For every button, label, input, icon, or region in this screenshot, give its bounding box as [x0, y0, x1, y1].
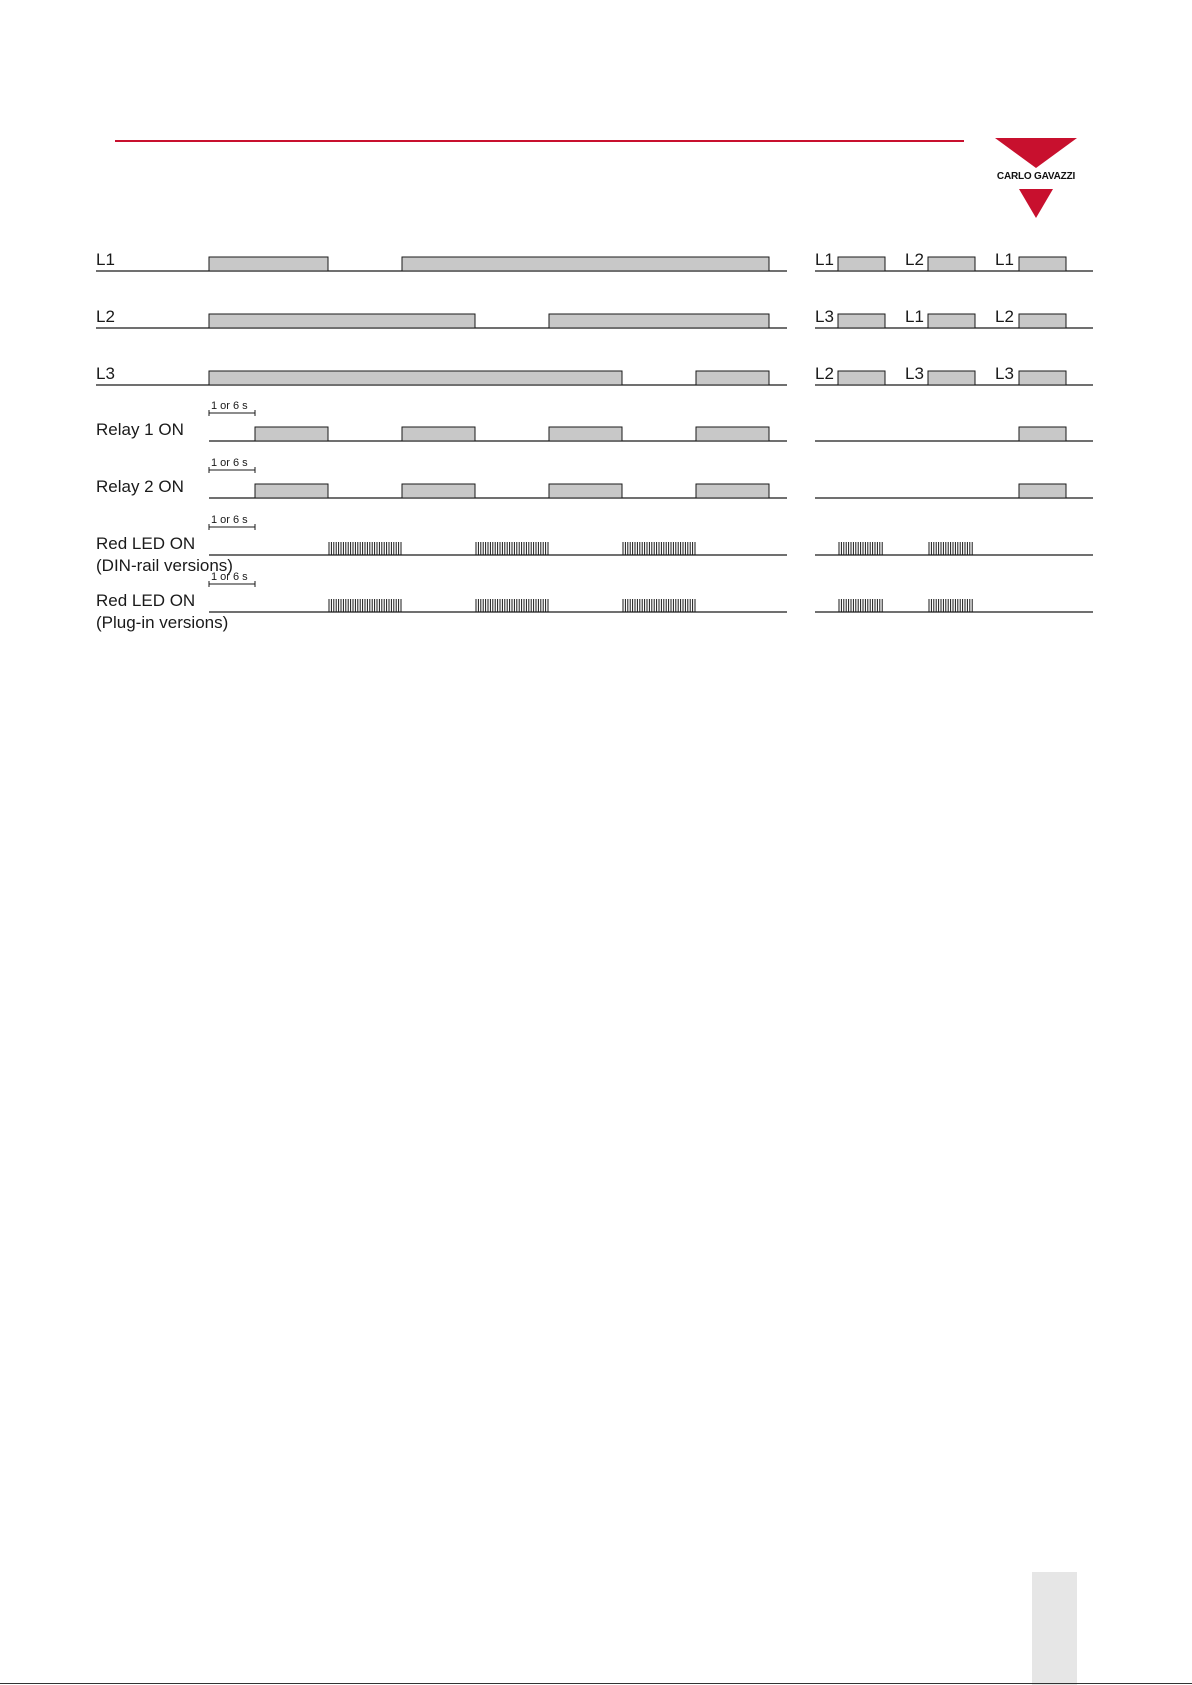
pulse-bar-relay2-1	[402, 484, 475, 498]
led-flash-burst-led-din-2	[623, 542, 695, 555]
row-label-l1: L1	[96, 250, 115, 269]
right-phase-label-0-0: L1	[815, 250, 834, 269]
row-label-led-din: Red LED ON	[96, 534, 196, 553]
pulse-bar-relay1-3	[696, 427, 769, 441]
right-phase-label-0-1: L2	[905, 250, 924, 269]
row-sublabel-led-din: (DIN-rail versions)	[96, 556, 233, 575]
led-flash-burst-led-din-4	[929, 542, 972, 555]
led-flash-burst-led-plugin-3	[839, 599, 882, 612]
right-pulse-bar-l3-1	[928, 371, 975, 385]
row-label-relay2: Relay 2 ON	[96, 477, 184, 496]
right-pulse-bar-l2-0	[838, 314, 885, 328]
delay-label-relay2: 1 or 6 s	[211, 457, 248, 469]
logo-wordmark: CARLO GAVAZZI	[996, 171, 1076, 182]
row-label-led-plugin: Red LED ON	[96, 591, 196, 610]
pulse-bar-relay1-0	[255, 427, 328, 441]
row-sublabel-led-plugin: (Plug-in versions)	[96, 613, 229, 632]
row-label-l3: L3	[96, 364, 115, 383]
page-tab	[1032, 1572, 1077, 1685]
right-pulse-bar-l1-2	[1019, 257, 1066, 271]
right-pulse-bar-l3-0	[838, 371, 885, 385]
pulse-bar-l3-1	[696, 371, 769, 385]
right-pulse-bar-l1-0	[838, 257, 885, 271]
right-pulse-bar-relay1-0	[1019, 427, 1066, 441]
delay-label-led-plugin: 1 or 6 s	[211, 571, 248, 583]
pulse-bar-l1-1	[402, 257, 769, 271]
footer-rule	[0, 1683, 1192, 1684]
led-flash-burst-led-plugin-0	[329, 599, 401, 612]
right-phase-label-0-2: L1	[995, 250, 1014, 269]
pulse-bar-relay1-1	[402, 427, 475, 441]
led-flash-burst-led-din-1	[476, 542, 548, 555]
right-pulse-bar-l1-1	[928, 257, 975, 271]
pulse-bar-l2-1	[549, 314, 769, 328]
led-flash-burst-led-plugin-2	[623, 599, 695, 612]
right-pulse-bar-relay2-0	[1019, 484, 1066, 498]
pulse-bar-l2-0	[209, 314, 475, 328]
row-label-l2: L2	[96, 307, 115, 326]
right-pulse-bar-l2-2	[1019, 314, 1066, 328]
right-phase-label-1-1: L1	[905, 307, 924, 326]
timing-diagram	[0, 0, 1192, 660]
pulse-bar-relay1-2	[549, 427, 622, 441]
delay-label-led-din: 1 or 6 s	[211, 514, 248, 526]
led-flash-burst-led-din-0	[329, 542, 401, 555]
led-flash-burst-led-plugin-4	[929, 599, 972, 612]
delay-label-relay1: 1 or 6 s	[211, 400, 248, 412]
right-phase-label-2-0: L2	[815, 364, 834, 383]
pulse-bar-l3-0	[209, 371, 622, 385]
led-flash-burst-led-plugin-1	[476, 599, 548, 612]
led-flash-burst-led-din-3	[839, 542, 882, 555]
right-phase-label-1-2: L2	[995, 307, 1014, 326]
right-pulse-bar-l3-2	[1019, 371, 1066, 385]
pulse-bar-relay2-3	[696, 484, 769, 498]
pulse-bar-relay2-2	[549, 484, 622, 498]
pulse-bar-l1-0	[209, 257, 328, 271]
right-phase-label-2-1: L3	[905, 364, 924, 383]
right-pulse-bar-l2-1	[928, 314, 975, 328]
right-phase-label-2-2: L3	[995, 364, 1014, 383]
pulse-bar-relay2-0	[255, 484, 328, 498]
row-label-relay1: Relay 1 ON	[96, 420, 184, 439]
right-phase-label-1-0: L3	[815, 307, 834, 326]
